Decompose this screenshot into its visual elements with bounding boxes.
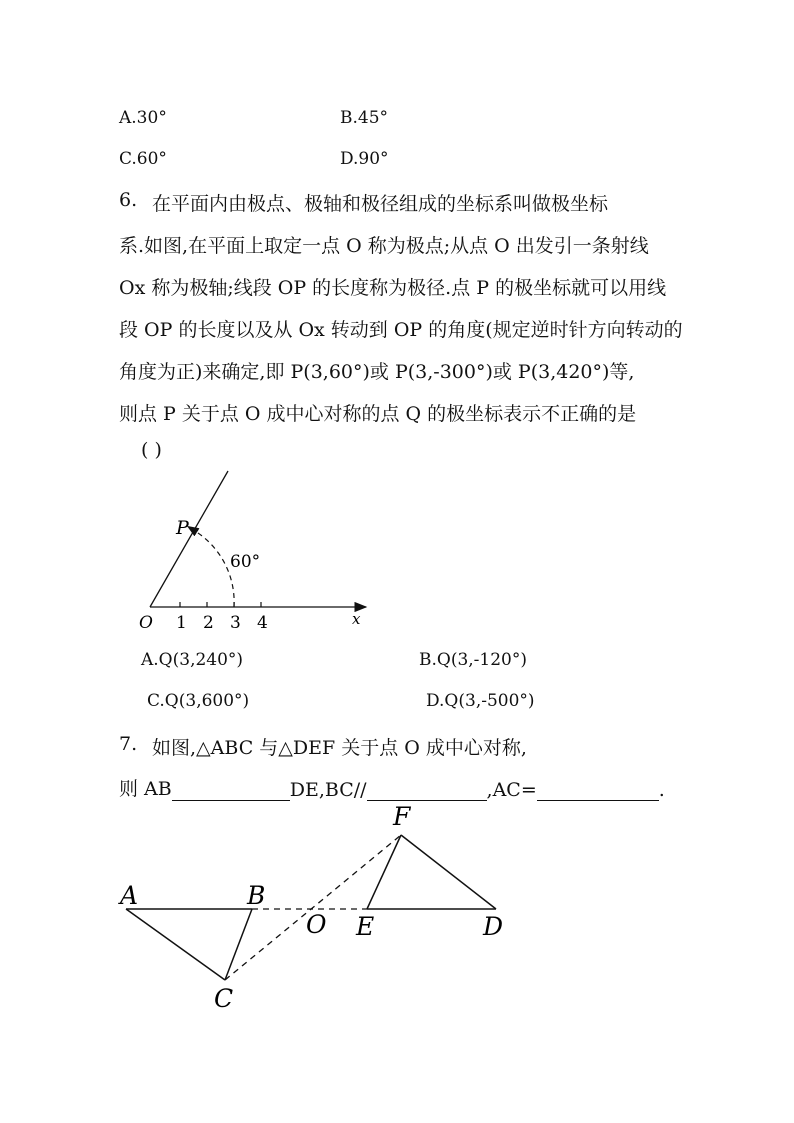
central-symmetry-figure <box>110 800 520 1010</box>
vertex-e-label: E <box>356 912 375 941</box>
segment-fd <box>401 835 496 909</box>
segment-bc <box>225 909 252 980</box>
answer-blank-1[interactable] <box>172 782 290 801</box>
q6-option-d: D.Q(3,-500°) <box>426 691 535 711</box>
q6-line-4: 段 OP 的长度以及从 Ox 转动到 OP 的角度(规定逆时针方向转动的 <box>119 319 683 341</box>
vertex-f-label: F <box>393 802 411 831</box>
vertex-d-label: D <box>483 912 504 941</box>
q6-line-3: Ox 称为极轴;线段 OP 的长度称为极径.点 P 的极坐标就可以用线 <box>119 277 667 299</box>
q6-line-6: 则点 P 关于点 O 成中心对称的点 Q 的极坐标表示不正确的是 <box>119 403 637 425</box>
answer-blank-3[interactable] <box>537 782 659 801</box>
polar-coordinate-figure <box>130 462 380 637</box>
tick-label-1: 1 <box>176 613 187 633</box>
q6-line-2: 系.如图,在平面上取定一点 O 称为极点;从点 O 出发引一条射线 <box>119 235 649 257</box>
q7-line-1: 如图,△ABC 与△DEF 关于点 O 成中心对称, <box>152 737 527 759</box>
q6-option-b: B.Q(3,-120°) <box>419 650 528 670</box>
segment-ef <box>367 835 401 909</box>
segment-ac <box>126 909 225 980</box>
q7-line-2-mid1: DE,BC// <box>289 779 367 801</box>
q5-option-c: C.60° <box>119 149 167 169</box>
vertex-a-label: A <box>120 881 139 910</box>
q6-line-5: 角度为正)来确定,即 P(3,60°)或 P(3,-300°)或 P(3,420°)等, <box>119 361 635 383</box>
axis-x-label: x <box>352 610 361 628</box>
q7-line-2-end: . <box>658 779 665 801</box>
q7-line-2-mid2: ,AC= <box>486 779 537 801</box>
q7-number: 7. <box>119 733 138 755</box>
angle-label: 60° <box>230 552 261 572</box>
angle-arc <box>195 531 234 607</box>
q6-answer-paren: ( ) <box>141 439 162 461</box>
q5-option-a: A.30° <box>119 108 167 128</box>
q6-number: 6. <box>119 189 138 211</box>
origin-label: O <box>139 613 153 633</box>
vertex-c-label: C <box>214 984 234 1010</box>
tick-label-2: 2 <box>203 613 214 633</box>
q6-option-c: C.Q(3,600°) <box>147 691 250 711</box>
point-p-label: P <box>176 517 189 539</box>
answer-blank-2[interactable] <box>367 782 487 801</box>
q7-line-2 <box>119 774 665 801</box>
q7-line-2-start: 则 AB <box>119 778 172 800</box>
center-o-label: O <box>306 910 327 939</box>
q6-line-1: 在平面内由极点、极轴和极径组成的坐标系叫做极坐标 <box>152 193 609 215</box>
tick-label-3: 3 <box>230 613 241 633</box>
q5-option-d: D.90° <box>340 149 389 169</box>
ray-op <box>150 471 228 607</box>
vertex-b-label: B <box>247 881 266 910</box>
q5-option-b: B.45° <box>340 108 389 128</box>
tick-label-4: 4 <box>257 613 268 633</box>
q6-option-a: A.Q(3,240°) <box>141 650 244 670</box>
